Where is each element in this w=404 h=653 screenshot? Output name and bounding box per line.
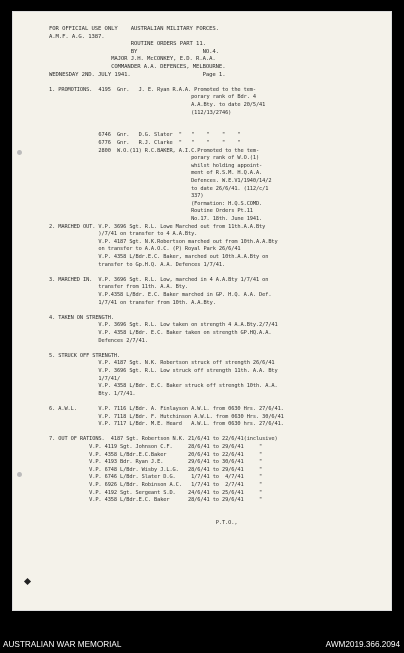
document-text-line: A.M.F. A.G. 1387. [49, 33, 105, 40]
document-text-line: (Formation: H.Q.S.COMD. [49, 200, 263, 207]
document-text-line: P.T.O., [49, 520, 238, 526]
ink-mark [24, 578, 31, 585]
document-text-line: V.P. 4119 Sgt. Johnson C.F. 28/6/41 to 29/6/41 " [49, 444, 263, 450]
document-text-line: Routine Orders Pt.11 [49, 208, 253, 215]
document-text-line: V.P. 7118 L/Bdr. F. Hutchinson A.W.L. from 0630 Hrs. 30/6/41 [49, 413, 284, 420]
document-text-line: ROUTINE ORDERS PART 11. [49, 41, 206, 48]
document-text-line: V.P.4358 L/Bdr. E.C. Baker marched in GP. H.Q. A.A. Def. [49, 292, 272, 298]
document-text-line: V.P. 6748 L/Bdr. Wisby J.L.G. 28/6/41 to 29/6/41 " [49, 466, 263, 473]
document-text-line: V.P. 7117 L/Bdr. M.E. Heard A.W.L. from 0630 hrs. 27/6/41. [49, 421, 284, 428]
document-text-line: V.P. 4358 L/Bdr.E.C. Baker, marched out 10th.A.A.Bty on [49, 254, 269, 260]
document-text-line: 6. A.W.L. V.P. 7116 L/Bdr. A. Finlayson A.W.L. from 0630 Hrs. 27/6/41. [49, 406, 284, 412]
document-text-line: COMMANDER A.A. DEFENCES, MELBOURNE. [49, 64, 226, 70]
document-text-line: V.P. 4358 L/Bdr. E.C. Baker taken on strength GP.HQ.A.A. [49, 330, 272, 336]
document-text-line: )/7/41 on transfer to 4 A.A.Bty. [49, 231, 198, 238]
document-text-line: 337) [49, 193, 204, 200]
document-text-line: Bty. 1/7/41. [49, 390, 136, 397]
document-text-line: 1/7/41/ [49, 375, 121, 382]
document-text-line: 1/7/41 on transfer from 10th. A.A.Bty. [49, 299, 216, 306]
document-header-line: FOR OFFICIAL USE ONLY AUSTRALIAN MILITARY FORCES. [49, 26, 219, 32]
document-page [13, 12, 391, 610]
document-text-line: Defences 2/7/41. [49, 337, 148, 344]
punch-hole [17, 150, 22, 155]
document-text-line: to date 26/6/41. (112/c/1 [49, 185, 269, 192]
document-text-line: A.A.Bty. to date 20/5/41 [49, 102, 266, 108]
document-text-line: No.17. 18th. June 1941. [49, 216, 263, 222]
document-text-line: Defences. W.E.V1/1940/14/2 [49, 178, 272, 184]
document-text-line: V.P. 4358 L/Bdr. E.C. Baker struck off strength 10th. A.A. [49, 383, 278, 390]
document-text-line: whilst holding appoint- [49, 162, 263, 169]
document-text-line: 2800 W.O.(11) R.C.BAKER, A.I.C.Promoted to the tem- [49, 147, 260, 154]
document-text-line: V.P. 6746 L/Bdr. Slater D.G. 1/7/41 to 4/7/41 " [49, 474, 263, 481]
document-text-line: BY NO.4. [49, 48, 219, 55]
document-text-line: 2. MARCHED OUT. V.P. 3696 Sgt. R.L. Lowe Marched out from 11th.A.A.Bty [49, 223, 266, 230]
document-text-line: V.P. 4358 L/Bdr.E.C.Baker 20/6/41 to 22/6/41 " [49, 451, 263, 458]
document-text-line: 6776 Gnr. R.J. Clarke " " " " " [49, 140, 241, 146]
footer-accession-number: AWM2019.366.2094 [325, 640, 400, 649]
document-text-line: 3. MARCHED IN. V.P. 3696 Sgt. R.L. Low, marched in 4 A.A.Bty 1/7/41 on [49, 276, 269, 283]
document-text-line: porary rank of W.O.(1) [49, 155, 260, 162]
document-text-line: 7. OUT OF RATIONS. 4187 Sgt. Robertson N.K. 21/6/41 to 22/6/41(inclusive) [49, 436, 278, 443]
document-text-line: ment of R.S.M. H.Q.A.A. [49, 170, 263, 177]
footer-bar [0, 612, 404, 653]
document-text-line: V.P. 4358 L/Bdr.E.C. Baker 28/6/41 to 29/6/41 " [49, 497, 263, 504]
document-text-line: 4. TAKEN ON STRENGTH. [49, 314, 114, 321]
document-text-line: V.P. 3696 Sgt. R.L. Low struck off strength 11th. A.A. Bty [49, 368, 278, 374]
document-text-line: V.P. 6926 L/Bdr. Robinson A.C. 1/7/41 to 2/7/41 " [49, 482, 263, 488]
document-text-line: V.P. 4187 Sgt. N.K.Robertson marched out from 10th.A.A.Bty [49, 238, 278, 245]
document-text-line: V.P. 4193 Bdr. Ryan J.E. 29/6/41 to 30/6/41 " [49, 459, 263, 466]
document-text-line: 1. PROMOTIONS. 4195 Gnr. J. E. Ryan R.A.A. Promoted to the tem- [49, 86, 256, 93]
document-text-line: V.P. 4192 Sgt. Sergeant S.D. 24/6/41 to 25/6/41 " [49, 489, 263, 496]
document-text-line: 6746 Gnr. D.G. Slater " " " " " [49, 132, 241, 139]
document-text-line: (112/13/2746) [49, 109, 232, 116]
document-text-line: WEDNESDAY 2ND. JULY 1941. Page 1. [49, 71, 226, 78]
document-text-line: transfer to Gp.H.Q. A.A. Defences 1/7/41. [49, 261, 226, 268]
document-text-line: porary rank of Bdr. 4 [49, 94, 256, 101]
document-text-line: MAJOR J.H. McCONKEY, E.D. R.A.A. [49, 56, 216, 63]
punch-hole [17, 472, 22, 477]
document-text-line: 5. STRUCK OFF STRENGTH. [49, 352, 121, 359]
document-text-line: transfer from 11th. A.A. Bty. [49, 284, 189, 291]
footer-source-label: AUSTRALIAN WAR MEMORIAL [3, 640, 122, 649]
document-text-line: on transfer to A.A.O.C. (P) Royal Park 26/6/41 [49, 246, 241, 253]
document-text-line: V.P. 4187 Sgt. N.K. Robertson struck off strength 26/6/41 [49, 360, 275, 367]
document-text-line: V.P. 3696 Sgt. R.L. Low taken on strength 4 A.A.Bty.2/7/41 [49, 322, 278, 329]
